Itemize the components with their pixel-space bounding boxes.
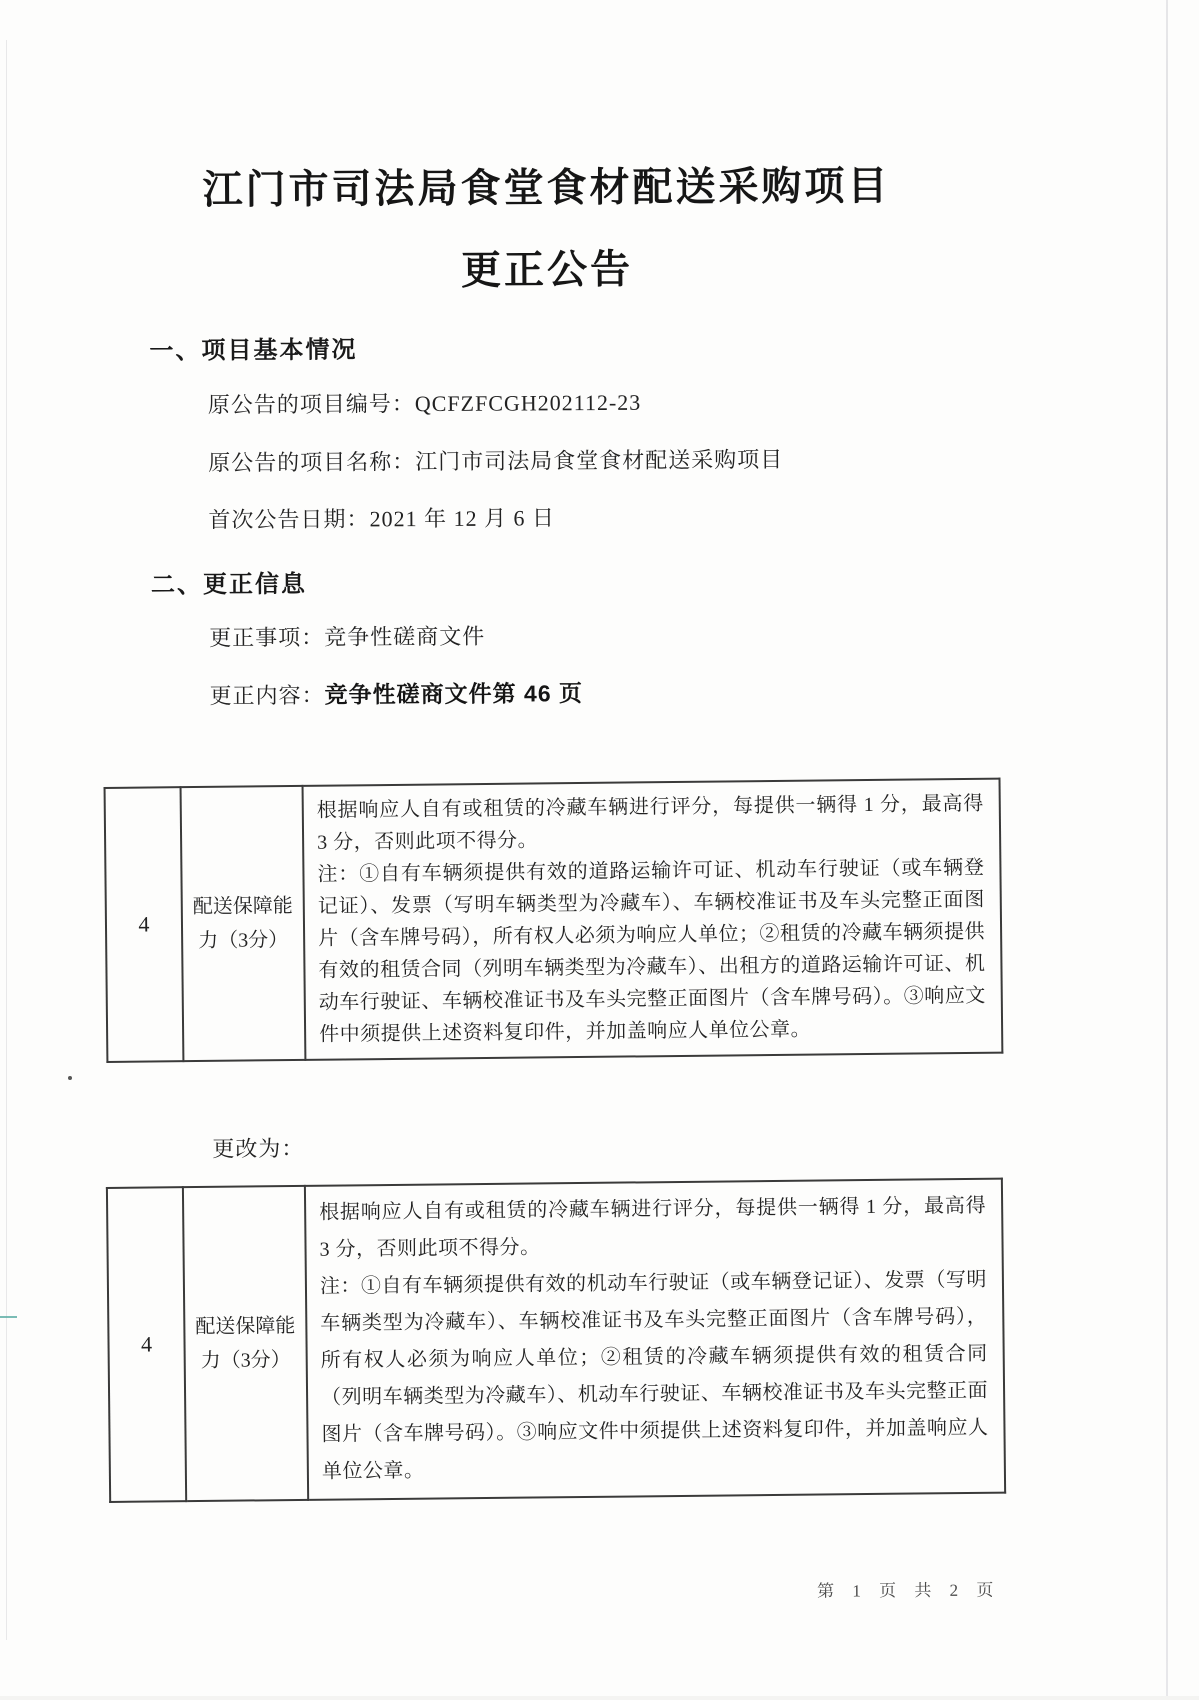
- original-project-name-label: 原公告的项目名称：: [208, 449, 416, 476]
- scan-artifact-right-line: [1166, 0, 1168, 1696]
- original-project-name-value: 江门市司法局食堂食材配送采购项目: [415, 446, 784, 475]
- first-announcement-date-line: [208, 501, 555, 534]
- scoring-note-text: 注：①自有车辆须提供有效的道路运输许可证、机动车行驶证（或车辆登记证）、发票（写明车辆类型为冷藏车）、车辆校准证书及车头完整正面图片（含车牌号码），所有权人必须为响应人单位；②租赁的冷藏车辆须提供有效的租赁合同（列明车辆类型为冷藏车）、出租方的道路运输许可证、机动车行驶证、车辆校准证书及车头完整正面图片（含车牌号码）。③响应文件中须提供上述资料复印件，并加盖响应人单位公章。: [317, 856, 986, 1046]
- correction-matter-line: [209, 620, 485, 653]
- scan-artifact-left-line: [6, 40, 7, 1640]
- page-number-footer: 第 1 页 共 2 页: [817, 1580, 1001, 1601]
- first-announcement-date-label: 首次公告日期：: [208, 506, 370, 533]
- first-announcement-date-value: 2021 年 12 月 6 日: [369, 505, 556, 532]
- original-project-name-line: [208, 443, 783, 478]
- revised-criteria-table: [106, 1178, 1006, 1503]
- criterion-cell: 配送保障能力（3分）: [183, 1186, 308, 1501]
- change-to-label: 更改为：: [212, 1135, 305, 1162]
- scan-artifact-dot: [68, 1076, 72, 1080]
- correction-content-line: [209, 675, 583, 710]
- row-number-cell: 4: [107, 1187, 186, 1502]
- scoring-note-text: 注：①自有车辆须提供有效的机动车行驶证（或车辆登记证）、发票（写明车辆类型为冷藏车）、车辆校准证书及车头完整正面图片（含车牌号码），所有权人必须为响应人单位；②租赁的冷藏车辆须提供有效的租赁合同（列明车辆类型为冷藏车）、机动车行驶证、车辆校准证书及车头完整正面图片（含车牌号码）。③响应文件中须提供上述资料复印件，并加盖响应人单位公章。: [319, 1268, 989, 1483]
- table-row: [105, 779, 1003, 1062]
- correction-matter-label: 更正事项：: [209, 624, 325, 651]
- row-number-cell: 4: [105, 787, 184, 1062]
- correction-matter-value: 竞争性磋商文件: [324, 623, 486, 650]
- original-project-number-label: 原公告的项目编号：: [207, 391, 415, 418]
- criterion-description-cell: [305, 1179, 1005, 1500]
- original-criteria-table: [104, 778, 1004, 1063]
- scoring-rule-text: 根据响应人自有或租赁的冷藏车辆进行评分，每提供一辆得 1 分，最高得 3 分，否则此项不得分。: [316, 792, 984, 854]
- criterion-cell: 配送保障能力（3分）: [181, 786, 306, 1061]
- table-row: [107, 1179, 1005, 1502]
- document-title: 江门市司法局食堂食材配送采购项目: [202, 163, 891, 213]
- correction-content-value: 竞争性磋商文件第 46 页: [324, 680, 584, 708]
- original-project-number-line: [208, 386, 642, 420]
- document-subtitle: 更正公告: [460, 246, 634, 293]
- scoring-rule-text: 根据响应人自有或租赁的冷藏车辆进行评分，每提供一辆得 1 分，最高得 3 分，否则此项不得分。: [319, 1194, 987, 1261]
- correction-content-label: 更正内容：: [209, 682, 325, 709]
- section2-heading: 二、更正信息: [150, 570, 307, 599]
- criterion-description-cell: [303, 779, 1003, 1060]
- scan-artifact-teal-mark: [0, 1316, 17, 1318]
- section1-heading: 一、项目基本情况: [149, 336, 358, 365]
- original-project-number-value: QCFZFCGH202112-23: [414, 389, 642, 417]
